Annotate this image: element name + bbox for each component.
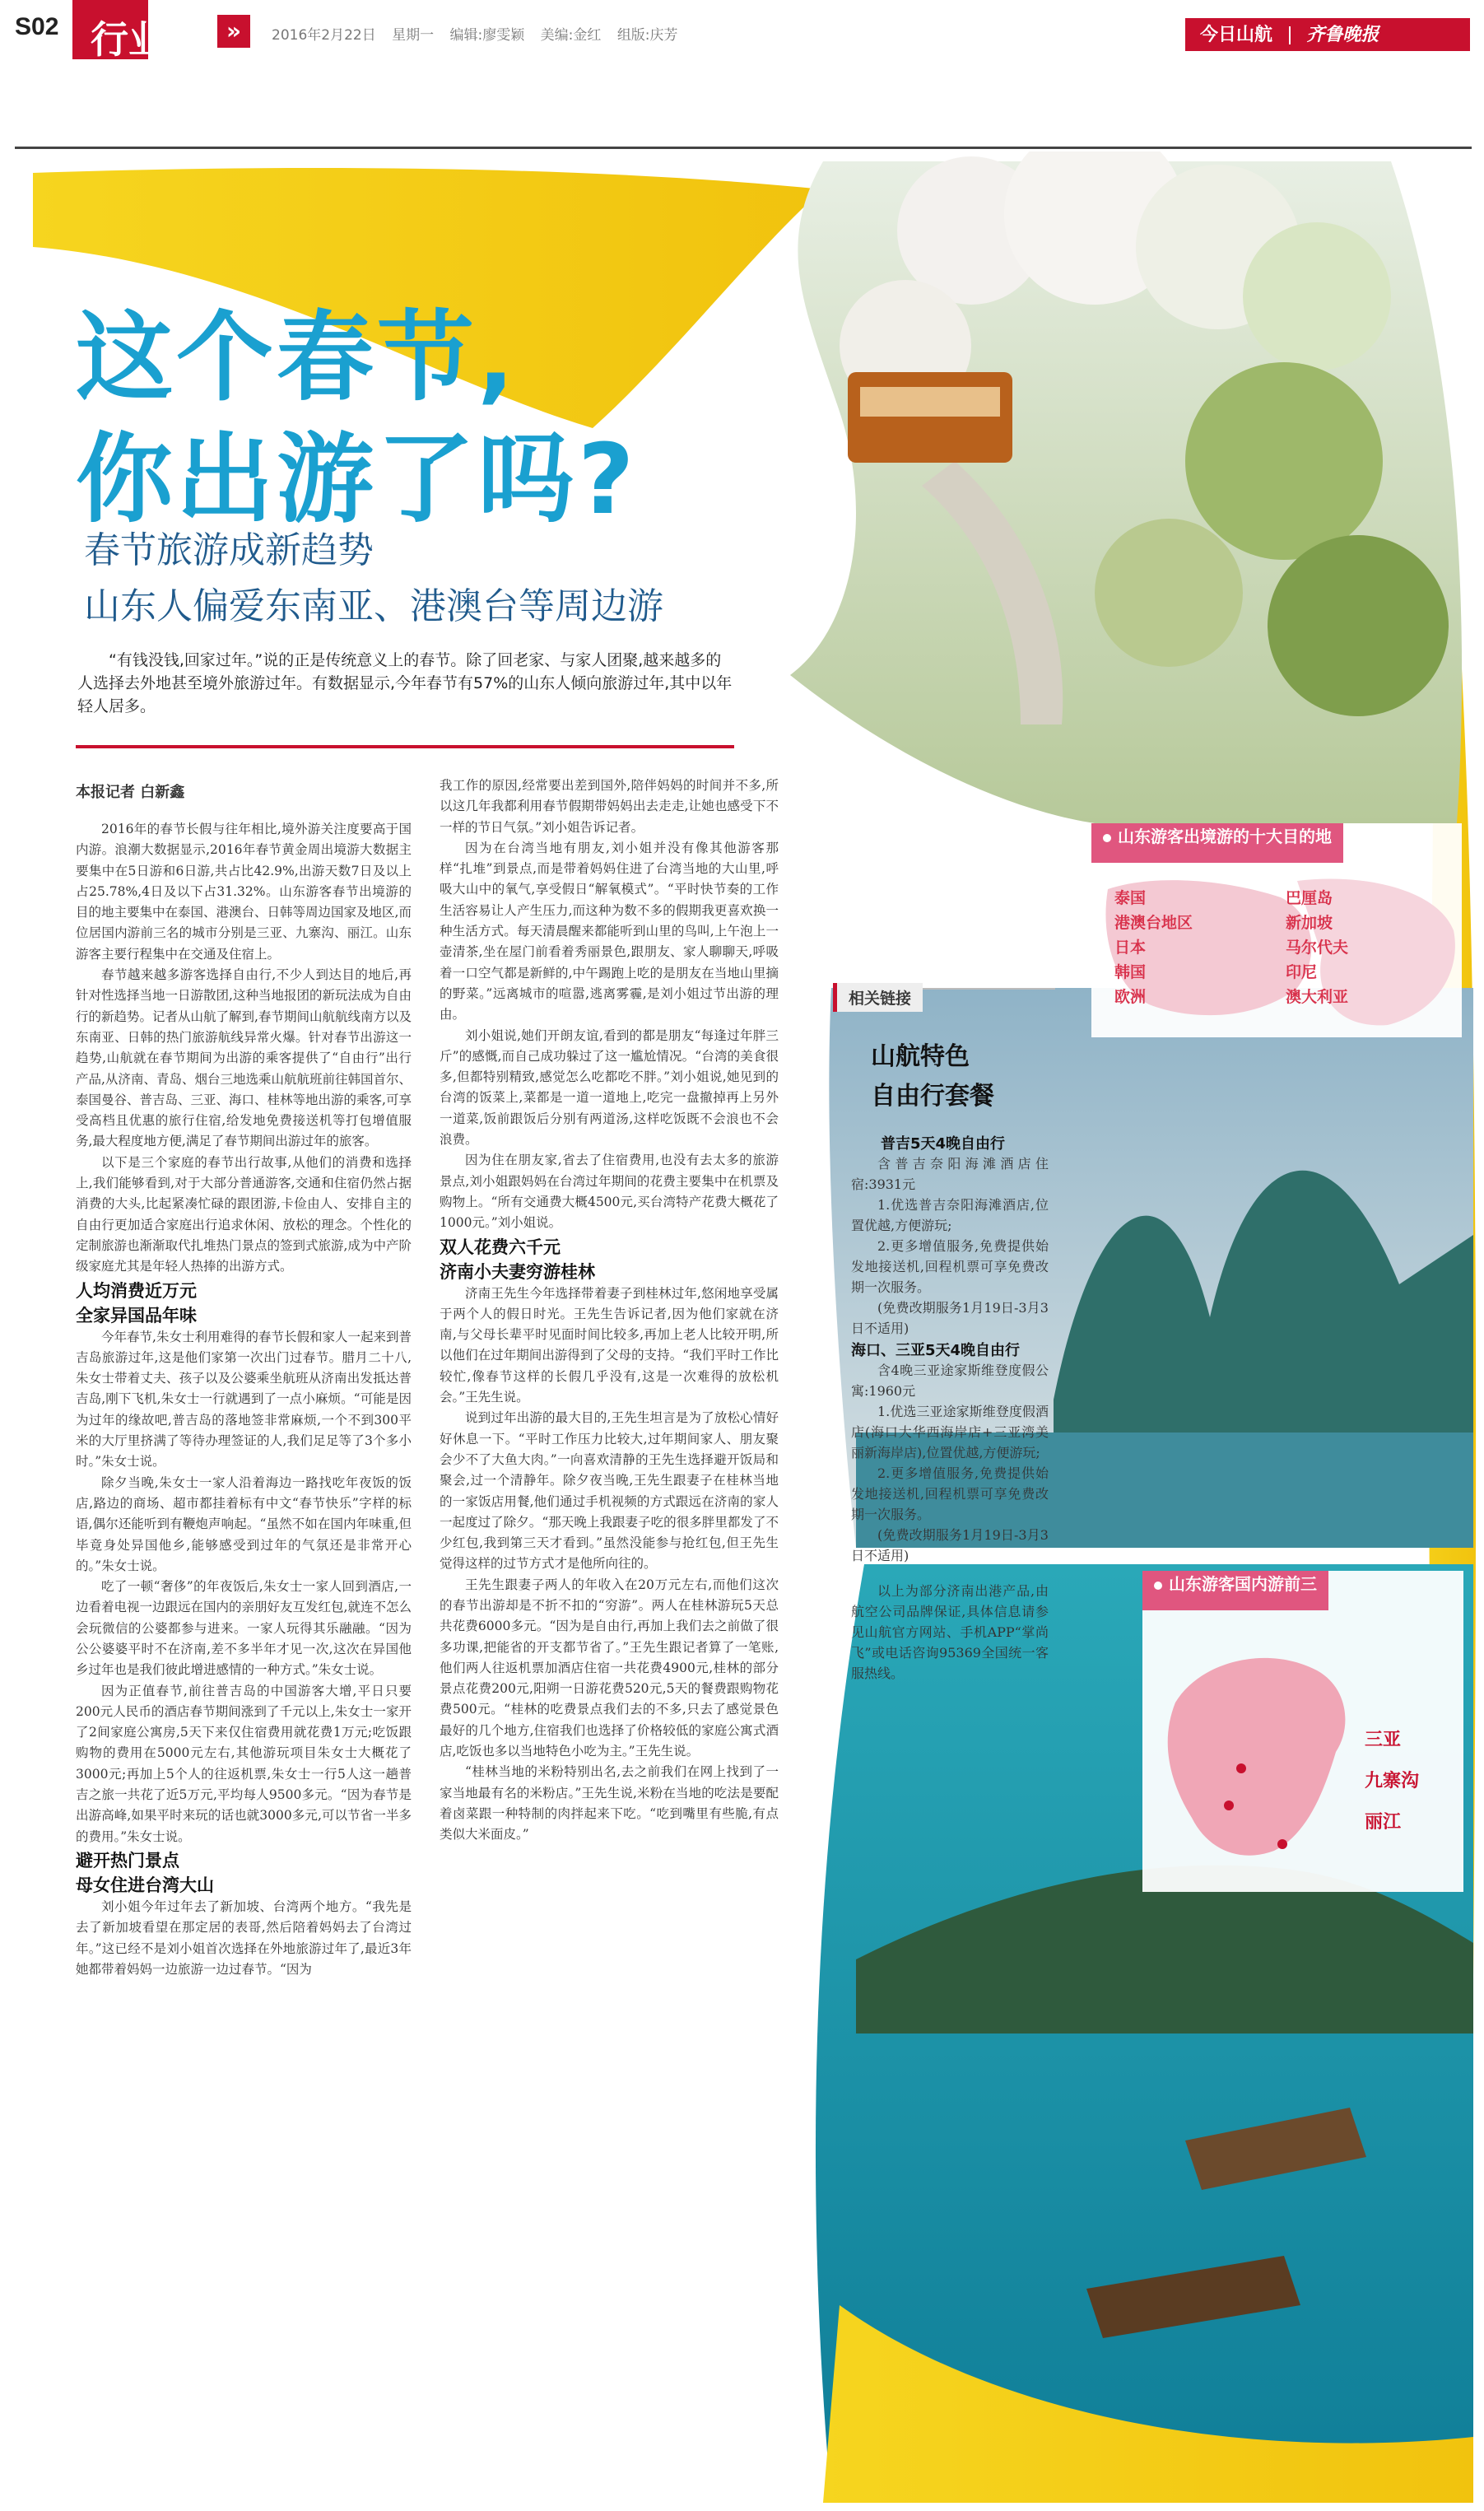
domestic-destination: 九寨沟	[1365, 1771, 1420, 1791]
lead-rule	[76, 745, 734, 748]
article-subhead-2: 山东人偏爱东南亚、港澳台等周边游	[84, 585, 663, 627]
outbound-destination: 韩国	[1114, 963, 1147, 981]
header-brand-bar	[1185, 18, 1470, 51]
designer-credit: 美编:金红	[540, 27, 602, 44]
paragraph: 因为正值春节,前往普吉岛的中国游客大增,平日只要200元人民币的酒店春节期间涨到了千元以上,朱女士一家开了2间家庭公寓房,5天下来仅住宿费用就花费1万元;吃饭跟购物的费用在5000元左右,其他游玩项目朱女士大概花了3000元;再加上5个人的往返机票,朱女士一行5人这一趟普吉之旅一共花了近5万元,平均每人9500多元。“因为春节是出游高峰,如果平时来玩的话也就3000多元,可以节省一半多的费用。”朱女士说。	[76, 1683, 412, 1844]
header-meta	[272, 23, 678, 44]
headline-line1: 这个春节,	[76, 300, 518, 414]
paragraph: 我工作的原因,经常要出差到国外,陪伴妈妈的时间并不多,所以这几年我都利用春节假期带妈妈出去走走,让她也感受下不一样的节日气氛。”刘小姐告诉记者。	[440, 778, 779, 835]
train-windows	[860, 387, 1000, 417]
outbound-destination: 新加坡	[1286, 914, 1333, 932]
subheading: 母女住进台湾大山	[76, 1875, 214, 1895]
related-footer: 以上为部分济南出港产品,由航空公司品牌保证,具体信息请参见山航官方网站、手机APP“掌尚飞”或电话咨询95369全国统一客服热线。	[851, 1583, 1049, 1681]
article-column-2	[440, 776, 779, 1846]
outbound-destination: 巴厘岛	[1286, 889, 1333, 907]
outbound-destination: 印尼	[1286, 963, 1318, 981]
paragraph: 今年春节,朱女士利用难得的春节长假和家人一起来到普吉岛旅游过年,这是他们家第一次出门过春节。腊月二十八,朱女士带着丈夫、孩子以及公婆乘坐航班从济南出发抵达普吉岛,刚下飞机,朱女士一行就遇到了一点小麻烦。“可能是因为过年的缘故吧,普吉岛的落地签非常麻烦,一个不到300平米的大厅里挤满了等待办理签证的人,我们足足等了3个多小时。”朱女士说。	[76, 1329, 412, 1470]
outbound-destination: 马尔代夫	[1286, 939, 1349, 957]
outbound-destination: 日本	[1114, 939, 1147, 957]
paragraph: 刘小姐说,她们开朗友谊,看到的都是朋友“每逢过年胖三斤”的感慨,而自己成功躲过了这一尴尬情况。“台湾的美食很多,但都特别精致,感觉怎么吃都吃不胖。”刘小姐说,她见到的台湾的饭菜上,菜都是一道一道地上,吃完一盘撤掉再上另外一道菜,饭前跟饭后分别有两道汤,这样吃饭既不会浪也不会浪费。	[440, 1027, 779, 1148]
headline-line2: 你出游了吗?	[76, 422, 638, 536]
package-item: 2.更多增值服务,免费提供始发地接送机,回程机票可享免费改期一次服务。	[851, 1465, 1049, 1522]
package-item: 1.优选三亚途家斯维登度假酒店(海口大华西海岸店+三亚湾美丽新海岸店),位置优越,方便游玩;	[851, 1404, 1049, 1460]
paragraph: 除夕当晚,朱女士一家人沿着海边一路找吃年夜饭的饭店,路边的商场、超市都挂着标有中文“春节快乐”字样的标语,偶尔还能听到有鞭炮声响起。“虽然不如在国内年味重,但毕竟身处异国他乡,能够感受到过年的气氛还是非常开心的。”朱女士说。	[76, 1474, 412, 1573]
article-lead: “有钱没钱,回家过年。”说的正是传统意义上的春节。除了回老家、与家人团聚,越来越多的人选择去外地甚至境外旅游过年。有数据显示,今年春节有57%的山东人倾向旅游过年,其中以年轻人居多。	[77, 651, 733, 715]
package-title: 普吉5天4晚自由行	[881, 1135, 1006, 1153]
subheading: 双人花费六千元	[440, 1237, 561, 1257]
subheading: 人均消费近万元	[76, 1280, 197, 1301]
china-map-graphic	[1151, 1628, 1356, 1875]
paragraph: 2016年的春节长假与往年相比,境外游关注度要高于国内游。浪潮大数据显示,2016年春节黄金周出境游大数据主要集中在5日游和6日游,共占比42.9%,出游天数7日及以上占25.78%,4日及以下占31.32%。山东游客春节出境游的目的地主要集中在泰国、港澳台、日韩等周边国家及地区,而位居国内游前三名的城市分别是三亚、九寨沟、丽江。山东游客主要行程集中在交通及住宿上。	[76, 822, 412, 962]
article-headline	[76, 296, 637, 540]
package-intro: 含4晚三亚途家斯维登度假公寓:1960元	[851, 1363, 1049, 1399]
package-intro: 含普吉奈阳海滩酒店住宿:3931元	[851, 1156, 1049, 1192]
paragraph: 王先生跟妻子两人的年收入在20万元左右,而他们这次的春节出游却是不折不扣的“穷游”。两人在桂林游玩5天总共花费6000多元。“因为是自由行,再加上我们去之前做了很多功课,把能省的开支都节省了。”王先生跟记者算了一笔账,他们两人往返机票加酒店住宿一共花费4900元,桂林的部分景点花费200元,阳朔一日游花费520元,5天的餐费跟购物花费500元。“桂林的吃费景点我们去的不多,只去了感觉景色最好的几个地方,住宿我们也选择了价格较低的家庭公寓式酒店,吃饭也多以当地特色小吃为主。”王先生说。	[440, 1577, 779, 1759]
subheading: 济南小夫妻穷游桂林	[440, 1261, 595, 1282]
outbound-destination: 港澳台地区	[1114, 914, 1193, 932]
subheading: 避开热门景点	[76, 1850, 179, 1870]
package-item: 1.优选普吉奈阳海滩酒店,位置优越,方便游玩;	[851, 1197, 1049, 1233]
section-arrow-icon: »	[217, 15, 250, 48]
paragraph: 刘小姐今年过年去了新加坡、台湾两个地方。“我先是去了新加坡看望在那定居的表哥,然后陪着妈妈去了台湾过年。”这已经不是刘小姐首次选择在外地旅游过年了,最近3年她都带着妈妈一边旅游一边过春节。“因为	[76, 1898, 412, 1977]
related-column	[851, 1132, 1049, 1684]
proof-credit: 组版:庆芳	[616, 27, 678, 44]
paragraph: 春节越来越多游客选择自由行,不少人到达目的地后,再针对性选择当地一日游散团,这种当地报团的新玩法成为自由行的新趋势。记者从山航了解到,春节期间山航航线南方以及东南亚、日韩的热门旅游航线异常火爆。针对春节出游这一趋势,山航就在春节期间为出游的乘客提供了“自由行”出行产品,从济南、青岛、烟台三地选乘山航航班前往韩国首尔、泰国曼谷、普吉岛、三亚、海口、桂林等地出游的乘客,可享受高档且优惠的旅行住宿,给发地免费接送机等打包增值服务,最大程度地方便,满足了春节期间出游过年的旅客。	[76, 967, 412, 1149]
page-code: S02	[15, 13, 59, 40]
editor-credit: 编辑:廖雯颖	[449, 27, 525, 44]
train-car	[848, 372, 1012, 463]
byline: 本报记者 白新鑫	[76, 784, 185, 801]
brand-divider	[1289, 26, 1291, 44]
paragraph: 吃了一顿“奢侈”的年夜饭后,朱女士一家人回到酒店,一边看着电视一边跟远在国内的亲朋好友互发红包,就连不怎么会玩微信的公婆都参与进来。一家人玩得其乐融融。“因为公公婆婆平时不在济南,差不多半年才见一次,这次在异国他乡过年也是我们彼此增进感情的一种方式。”朱女士说。	[76, 1579, 412, 1678]
package-note: (免费改期服务1月19日-3月3日不适用)	[851, 1300, 1049, 1336]
newspaper-brand-logo: 齐鲁晚报	[1306, 24, 1379, 45]
package-item: 2.更多增值服务,免费提供始发地接送机,回程机票可享免费改期一次服务。	[851, 1238, 1049, 1295]
related-tab: 相关链接	[833, 983, 923, 1012]
outbound-destination: 澳大利亚	[1286, 988, 1349, 1006]
package-title: 海口、三亚5天4晚自由行	[851, 1342, 1021, 1359]
package-note: (免费改期服务1月19日-3月3日不适用)	[851, 1527, 1049, 1563]
article-column-1	[76, 819, 412, 1980]
outbound-destination: 泰国	[1114, 889, 1147, 907]
issue-date: 2016年2月22日	[272, 27, 376, 44]
paragraph: 因为住在朋友家,省去了住宿费用,也没有去太多的旅游景点,刘小姐跟妈妈在台湾过年期间的花费主要集中在机票及购物上。“所有交通费大概4500元,买台湾特产花费大概花了1000元。”刘小姐说。	[440, 1153, 779, 1231]
header-rule	[15, 147, 1472, 149]
domestic-destination: 丽江	[1365, 1812, 1402, 1833]
issue-weekday: 星期一	[392, 27, 435, 44]
domestic-destinations-map	[1142, 1571, 1463, 1892]
paragraph: 因为在台湾当地有朋友,刘小姐并没有像其他游客那样“扎堆”到景点,而是带着妈妈住进了台湾当地的大山里,呼吸大山中的氧气,享受假日“解氧模式”。“平时快节奏的工作生活容易让人产生压力,而这种为数不多的假期我更喜欢换一种生活方式。每天清晨醒来都能听到山里的鸟叫,上午泡上一壶清茶,坐在屋门前看着秀丽景色,跟朋友、家人聊聊天,呼吸着一口空气都是新鲜的,中午踢跑上吃的是朋友在当地山里摘的野菜。”远离城市的喧嚣,逃离雾霾,是刘小姐过节出游的理由。	[440, 840, 779, 1023]
domestic-destination: 三亚	[1365, 1730, 1402, 1750]
article-subhead-1: 春节旅游成新趋势	[84, 529, 374, 571]
column-name: 今日山航	[1200, 25, 1273, 45]
paragraph: 以下是三个家庭的春节出行故事,从他们的消费和选择上,我们能够看到,对于大部分普通游客,交通和住宿仍然占据消费的大头,比起紧凑忙碌的跟团游,卡俭由人、安排自主的自由行更加适合家庭出行追求休闲、放松的理念。个性化的定制旅游也渐渐取代扎堆热门景点的签到式旅游,成为中产阶级家庭尤其是年轻人热捧的出游方式。	[76, 1154, 412, 1274]
subheading: 全家异国品年味	[76, 1305, 197, 1325]
related-title	[871, 1037, 994, 1116]
outbound-destinations-map	[1091, 823, 1462, 1037]
paragraph: “桂林当地的米粉特别出名,去之前我们在网上找到了一家当地最有名的米粉店。”王先生说,米粉在当地的吃法是要配着卤菜跟一种特制的肉拌起来下吃。“吃到嘴里有些脆,有点类似大米面皮。”	[440, 1764, 779, 1842]
paragraph: 济南王先生今年选择带着妻子到桂林过年,悠闲地享受属于两个人的假日时光。王先生告诉记者,因为他们家就在济南,与父母长辈平时见面时间比较多,再加上老人比较开明,所以他们在过年期间出游得到了父母的支持。“我们平时工作比较忙,像春节这样的长假几乎没有,这是一次难得的放松机会。”王先生说。	[440, 1285, 779, 1405]
related-title-line2: 自由行套餐	[871, 1082, 994, 1111]
world-map-graphic	[1091, 864, 1462, 1037]
section-title: 行业	[91, 17, 166, 62]
map-title: 山东游客出境游的十大目的地	[1091, 823, 1343, 863]
related-title-line1: 山航特色	[871, 1042, 970, 1071]
outbound-destination: 欧洲	[1114, 988, 1147, 1006]
paragraph: 说到过年出游的最大目的,王先生坦言是为了放松心情好好休息一下。“平时工作压力比较大,过年期间家人、朋友聚会少不了大鱼大肉。”一向喜欢清静的王先生选择避开饭局和聚会,过一个清静年。除夕夜当晚,王先生跟妻子在桂林当地的一家饭店用餐,他们通过手机视频的方式跟远在济南的家人一起度过了除夕。“那天晚上我跟妻子吃的很多胖里都发了不少红包,我到第三天才看到。”虽然没能参与抢红包,但王先生觉得这样的过节方式才是他所向往的。	[440, 1410, 779, 1572]
map-title: 山东游客国内游前三	[1142, 1571, 1328, 1610]
